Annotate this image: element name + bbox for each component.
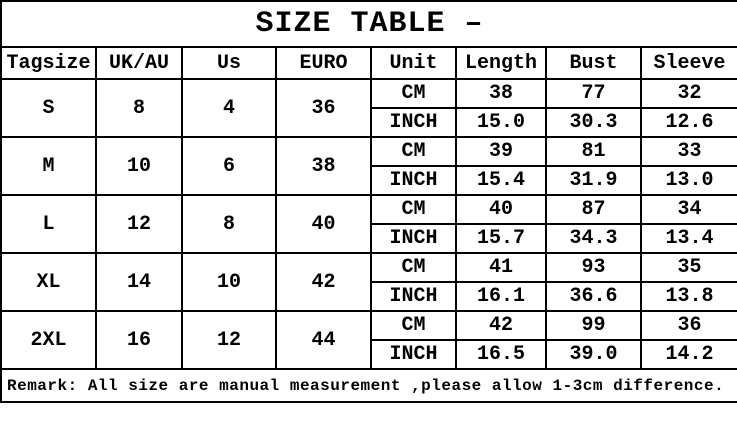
cell-bust-inch: 31.9 [546,166,641,195]
col-header-bust: Bust [546,47,641,79]
cell-ukau: 16 [96,311,182,369]
cell-unit-inch: INCH [371,340,456,369]
cell-ukau: 12 [96,195,182,253]
col-header-sleeve: Sleeve [641,47,737,79]
cell-unit-inch: INCH [371,282,456,311]
cell-bust-cm: 77 [546,79,641,108]
cell-length-cm: 38 [456,79,546,108]
cell-unit-cm: CM [371,253,456,282]
cell-us: 10 [182,253,276,311]
cell-bust-inch: 30.3 [546,108,641,137]
cell-length-inch: 16.1 [456,282,546,311]
cell-unit-inch: INCH [371,166,456,195]
cell-ukau: 14 [96,253,182,311]
cell-ukau: 8 [96,79,182,137]
cell-length-cm: 41 [456,253,546,282]
cell-unit-cm: CM [371,137,456,166]
col-header-euro: EURO [276,47,371,79]
cell-bust-inch: 39.0 [546,340,641,369]
cell-sleeve-inch: 13.0 [641,166,737,195]
remark-row [1,369,737,402]
cell-unit-cm: CM [371,79,456,108]
header-row [1,47,737,79]
cell-bust-inch: 34.3 [546,224,641,253]
cell-sleeve-cm: 36 [641,311,737,340]
cell-tagsize: 2XL [1,311,96,369]
cell-tagsize: S [1,79,96,137]
col-header-tagsize: Tagsize [1,47,96,79]
cell-tagsize: XL [1,253,96,311]
cell-unit-inch: INCH [371,224,456,253]
cell-bust-cm: 81 [546,137,641,166]
cell-unit-cm: CM [371,195,456,224]
cell-unit-inch: INCH [371,108,456,137]
table-row-m-cm [1,137,737,166]
title-row [1,1,737,47]
remark-text: Remark: All size are manual measurement ,please allow 1-3cm difference. [1,369,737,402]
cell-sleeve-inch: 14.2 [641,340,737,369]
cell-length-cm: 40 [456,195,546,224]
table-row-s-cm [1,79,737,108]
cell-euro: 38 [276,137,371,195]
cell-length-cm: 42 [456,311,546,340]
cell-us: 6 [182,137,276,195]
table-row-l-cm [1,195,737,224]
cell-bust-cm: 99 [546,311,641,340]
cell-us: 12 [182,311,276,369]
col-header-unit: Unit [371,47,456,79]
cell-euro: 42 [276,253,371,311]
table-row-2xl-cm [1,311,737,340]
cell-sleeve-cm: 32 [641,79,737,108]
cell-length-inch: 15.7 [456,224,546,253]
cell-ukau: 10 [96,137,182,195]
cell-tagsize: L [1,195,96,253]
cell-length-inch: 15.4 [456,166,546,195]
cell-tagsize: M [1,137,96,195]
cell-unit-cm: CM [371,311,456,340]
cell-us: 8 [182,195,276,253]
cell-euro: 40 [276,195,371,253]
cell-us: 4 [182,79,276,137]
cell-sleeve-cm: 34 [641,195,737,224]
col-header-length: Length [456,47,546,79]
cell-bust-cm: 87 [546,195,641,224]
cell-length-inch: 15.0 [456,108,546,137]
cell-length-cm: 39 [456,137,546,166]
cell-euro: 36 [276,79,371,137]
cell-sleeve-inch: 13.4 [641,224,737,253]
table-row-xl-cm [1,253,737,282]
cell-bust-cm: 93 [546,253,641,282]
cell-sleeve-cm: 35 [641,253,737,282]
col-header-ukau: UK/AU [96,47,182,79]
cell-sleeve-inch: 13.8 [641,282,737,311]
page-title: SIZE TABLE – [1,1,737,47]
cell-length-inch: 16.5 [456,340,546,369]
cell-euro: 44 [276,311,371,369]
cell-sleeve-inch: 12.6 [641,108,737,137]
cell-sleeve-cm: 33 [641,137,737,166]
col-header-us: Us [182,47,276,79]
cell-bust-inch: 36.6 [546,282,641,311]
